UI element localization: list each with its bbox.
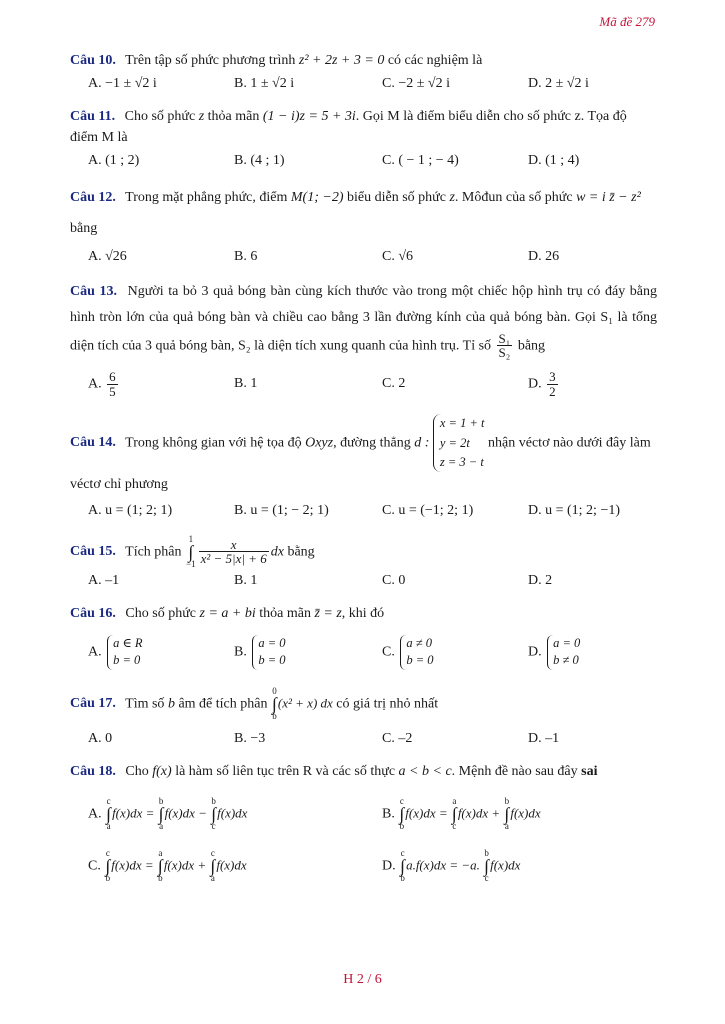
- question-label: Câu 12.: [70, 190, 116, 206]
- question-stem: thỏa mãn: [207, 108, 260, 124]
- option-c[interactable]: C. u = (−1; 2; 1): [382, 502, 474, 518]
- options-11: [70, 153, 657, 177]
- line-name: d :: [414, 435, 430, 451]
- system-line: a = 0: [258, 635, 286, 650]
- option-b[interactable]: B. 1: [234, 573, 258, 589]
- integral-sign: a ∫ c: [451, 795, 457, 831]
- integrand: f(x)dx =: [111, 856, 157, 872]
- option-d[interactable]: D. 2: [528, 573, 553, 589]
- option-b[interactable]: [382, 797, 541, 831]
- variable: z: [449, 190, 455, 206]
- question-stem: Cho số phức: [125, 606, 196, 622]
- system-line: b = 0: [113, 653, 141, 668]
- function: f(x): [152, 763, 172, 779]
- condition: z̄ = z: [314, 606, 342, 622]
- option-c[interactable]: C. √6: [382, 248, 414, 264]
- option-b[interactable]: [234, 635, 286, 670]
- question-17: [70, 687, 657, 721]
- question-13: [70, 279, 657, 360]
- options-15: [70, 573, 657, 597]
- integrand: f(x)dx: [216, 856, 247, 872]
- system-line: x = 1 + t: [439, 416, 485, 431]
- question-18: [70, 761, 657, 783]
- system-line: a ≠ 0: [406, 635, 432, 650]
- expression: z = a + bi: [199, 606, 256, 622]
- integral-sign: c ∫ a: [106, 795, 112, 831]
- question-11: [70, 106, 657, 149]
- question-label: Câu 10.: [70, 53, 116, 68]
- variable: z: [198, 108, 205, 124]
- lower-limit: a: [159, 820, 164, 831]
- question-stem: Trên tập số phức phương trình: [125, 53, 296, 68]
- upper-limit: a: [452, 795, 457, 806]
- question-stem: . Gọi M là điểm biểu diễn cho số phức z. Tọa độ điểm M là: [70, 108, 627, 146]
- integrand: f(x)dx +: [163, 856, 210, 872]
- system-line: b = 0: [258, 653, 286, 668]
- options-18-row1: [70, 791, 657, 835]
- option-d[interactable]: [528, 635, 580, 670]
- option-fraction: [547, 370, 558, 398]
- lower-limit: c: [484, 872, 489, 883]
- question-stem: Trong không gian với hệ tọa độ: [125, 435, 302, 451]
- integral-sign: a ∫ b: [157, 847, 163, 883]
- question-label: Câu 13.: [70, 283, 117, 299]
- option-label: C.: [382, 644, 395, 660]
- integrand: a.f(x)dx = −a.: [406, 856, 484, 872]
- point: M(1; −2): [290, 190, 344, 206]
- question-stem: Cho: [125, 763, 149, 779]
- integral-sign: c ∫ b: [399, 795, 405, 831]
- option-label: A.: [88, 805, 106, 821]
- integrand: f(x)dx =: [112, 804, 158, 820]
- options-18-row2: [70, 843, 657, 887]
- emphasis: sai: [581, 763, 598, 779]
- expression: w = i z̄ − z²: [576, 190, 641, 206]
- question-stem: nhận véctơ nào dưới đây làm véctơ chỉ phương: [70, 435, 651, 493]
- integrand-fraction: [199, 538, 269, 566]
- option-d[interactable]: D. 26: [528, 248, 560, 264]
- fraction-numerator: x: [199, 538, 269, 553]
- upper-limit: a: [158, 847, 163, 858]
- option-c[interactable]: [88, 849, 247, 883]
- differential: dx: [270, 544, 284, 560]
- upper-limit: b: [158, 795, 164, 806]
- lower-limit: b: [400, 872, 405, 883]
- option-a[interactable]: A. u = (1; 2; 1): [88, 502, 173, 518]
- question-label: Câu 17.: [70, 696, 116, 712]
- upper-limit: c: [400, 847, 405, 858]
- lower-limit: a: [504, 820, 509, 831]
- coordinate-system: Oxyz: [305, 435, 334, 451]
- condition: a < b < c: [398, 763, 452, 779]
- system-line: a = 0: [553, 635, 581, 650]
- integral-sign: b ∫ a: [158, 795, 164, 831]
- ratio-numerator: S₁: [498, 330, 511, 346]
- integral-sign: 1 ∫ −1: [186, 533, 196, 570]
- fraction-denominator: 2: [549, 383, 556, 399]
- question-stem: có giá trị nhỏ nhất: [336, 696, 439, 712]
- option-a[interactable]: [88, 635, 143, 670]
- system-line: b ≠ 0: [553, 653, 579, 668]
- upper-limit: c: [210, 847, 215, 858]
- ratio-denominator: S₂: [498, 345, 511, 361]
- system: [547, 635, 580, 670]
- lower-limit: b: [158, 872, 163, 883]
- question-stem: . Mệnh đề nào sau đây: [451, 763, 578, 779]
- options-10: [70, 76, 657, 100]
- question-stem: Cho số phức: [124, 108, 196, 124]
- equation: (1 − i)z = 5 + 3i: [262, 108, 356, 124]
- question-stem: là hàm số liên tục trên R và các số thực: [175, 763, 396, 779]
- option-c[interactable]: C. –2: [382, 730, 413, 746]
- option-d[interactable]: [528, 370, 560, 398]
- question-stem: Tích phân: [125, 544, 182, 560]
- lower-limit: a: [106, 820, 111, 831]
- upper-limit: 1: [188, 533, 194, 544]
- question-15: [70, 535, 657, 569]
- upper-limit: c: [399, 795, 404, 806]
- option-a[interactable]: [88, 797, 247, 831]
- integral-sign: c ∫ a: [210, 847, 216, 883]
- question-stem: biểu diễn số phức: [347, 190, 446, 206]
- option-c[interactable]: C. 2: [382, 376, 406, 392]
- question-stem: âm để tích phân: [178, 696, 268, 712]
- question-label: Câu 11.: [70, 108, 116, 124]
- option-b[interactable]: B. (4 ; 1): [234, 153, 285, 169]
- option-a[interactable]: A. –1: [88, 573, 120, 589]
- option-a[interactable]: A. −1 ± √2 i: [88, 75, 157, 91]
- system: [107, 635, 142, 670]
- question-stem: bằng: [70, 220, 98, 236]
- option-a[interactable]: A. (1 ; 2): [88, 153, 140, 169]
- option-label: A.: [88, 644, 102, 660]
- upper-limit: c: [106, 795, 111, 806]
- integrand: (x² + x) dx: [277, 695, 333, 711]
- equation: z² + 2z + 3 = 0: [298, 53, 385, 68]
- question-stem: Trong mặt phẳng phức, điểm: [125, 190, 288, 206]
- option-label: D.: [528, 644, 542, 660]
- lower-limit: b: [105, 872, 111, 883]
- question-stem: . Môđun của số phức: [454, 190, 573, 206]
- integrand: f(x)dx +: [457, 804, 504, 820]
- question-label: Câu 16.: [70, 606, 116, 622]
- option-c[interactable]: C. −2 ± √2 i: [382, 75, 450, 91]
- integral-sign: 0 ∫ b: [271, 685, 277, 721]
- integrand: f(x)dx −: [164, 804, 211, 820]
- integral-sign: c ∫ b: [400, 847, 406, 883]
- integral-sign: b ∫ c: [484, 847, 490, 883]
- option-a[interactable]: A. √26: [88, 248, 127, 264]
- integral-sign: b ∫ a: [504, 795, 510, 831]
- option-a[interactable]: A. 0: [88, 730, 113, 746]
- option-d[interactable]: D. –1: [528, 730, 560, 746]
- question-stem: Tìm số: [125, 696, 165, 712]
- option-label: B.: [234, 644, 247, 660]
- option-d[interactable]: D. u = (1; 2; −1): [528, 502, 621, 518]
- exam-code: Mã đề 279: [599, 14, 655, 29]
- question-label: Câu 15.: [70, 544, 116, 560]
- option-d[interactable]: D. (1 ; 4): [528, 153, 580, 169]
- fraction-denominator: x² − 5|x| + 6: [200, 551, 267, 567]
- options-14: [70, 503, 657, 527]
- question-14: [70, 414, 657, 499]
- upper-limit: b: [504, 795, 510, 806]
- lower-limit: a: [210, 872, 215, 883]
- option-label: D.: [382, 857, 400, 873]
- question-16: [70, 603, 657, 625]
- system: [252, 635, 285, 670]
- question-page: [70, 50, 657, 893]
- parametric-system: [433, 414, 485, 472]
- option-label: D.: [528, 376, 542, 392]
- upper-limit: b: [211, 795, 216, 806]
- lower-limit: b: [272, 710, 277, 721]
- integrand: f(x)dx: [510, 804, 541, 820]
- option-d[interactable]: [382, 849, 520, 883]
- question-stem: bằng: [287, 544, 315, 560]
- fraction-numerator: 3: [549, 369, 556, 385]
- upper-limit: c: [105, 847, 110, 858]
- system-line: a ∈ R: [113, 635, 143, 650]
- option-b[interactable]: B. 1: [234, 376, 258, 392]
- lower-limit: b: [399, 820, 405, 831]
- page-number: H 2 / 6: [343, 972, 382, 987]
- lower-limit: c: [452, 820, 457, 831]
- integral-sign: b ∫ c: [211, 795, 217, 831]
- upper-limit: 0: [272, 685, 277, 696]
- options-12: [70, 249, 657, 273]
- fraction-numerator: 6: [109, 369, 116, 385]
- option-c[interactable]: C. ( − 1 ; − 4): [382, 153, 459, 169]
- option-label: B.: [382, 805, 399, 821]
- option-b[interactable]: B. 1 ± √2 i: [234, 75, 295, 91]
- upper-limit: b: [484, 847, 489, 858]
- question-stem: , đường thẳng: [333, 435, 411, 451]
- option-b[interactable]: B. u = (1; − 2; 1): [234, 502, 329, 518]
- lower-limit: c: [211, 820, 216, 831]
- options-13: [70, 364, 657, 408]
- option-c[interactable]: C. 0: [382, 573, 406, 589]
- question-stem: Người ta bỏ 3 quả bóng bàn cùng kích thước vào trong một chiếc hộp hình trụ có đáy bằng hình tròn lớn của quả bóng bàn và chiều cao bằng 3 lần đường kính của quả bóng bàn. Gọi S₁ là tổng diện tích của 3 quả bóng bàn, S₂ là diện tích xung quanh của hình trụ. Tỉ số: [70, 283, 658, 354]
- question-12: [70, 183, 657, 245]
- lower-limit: −1: [186, 559, 196, 570]
- question-stem: thỏa mãn: [259, 606, 311, 622]
- options-16: [70, 629, 657, 673]
- options-17: [70, 731, 657, 755]
- system-line: b = 0: [406, 653, 434, 668]
- question-stem: bằng: [517, 338, 546, 354]
- question-label: Câu 14.: [70, 435, 116, 451]
- integral-sign: c ∫ b: [105, 847, 111, 883]
- option-d[interactable]: D. 2 ± √2 i: [528, 75, 589, 91]
- integrand: f(x)dx: [490, 856, 521, 872]
- option-b[interactable]: B. −3: [234, 730, 266, 746]
- question-stem: có các nghiệm là: [387, 53, 483, 68]
- option-fraction: [107, 370, 118, 398]
- system-line: z = 3 − t: [439, 454, 484, 469]
- option-c[interactable]: [382, 635, 434, 670]
- integrand: f(x)dx =: [405, 804, 451, 820]
- option-a[interactable]: [88, 370, 120, 398]
- question-stem: , khi đó: [341, 606, 385, 622]
- question-label: Câu 18.: [70, 763, 116, 779]
- fraction-denominator: 5: [109, 383, 116, 399]
- system: [400, 635, 433, 670]
- option-b[interactable]: B. 6: [234, 248, 258, 264]
- question-10: [70, 50, 657, 72]
- integrand: f(x)dx: [217, 804, 248, 820]
- option-label: C.: [88, 857, 105, 873]
- option-label: A.: [88, 376, 102, 392]
- system-line: y = 2t: [439, 435, 470, 450]
- variable: b: [167, 696, 175, 712]
- ratio-fraction: [497, 332, 513, 360]
